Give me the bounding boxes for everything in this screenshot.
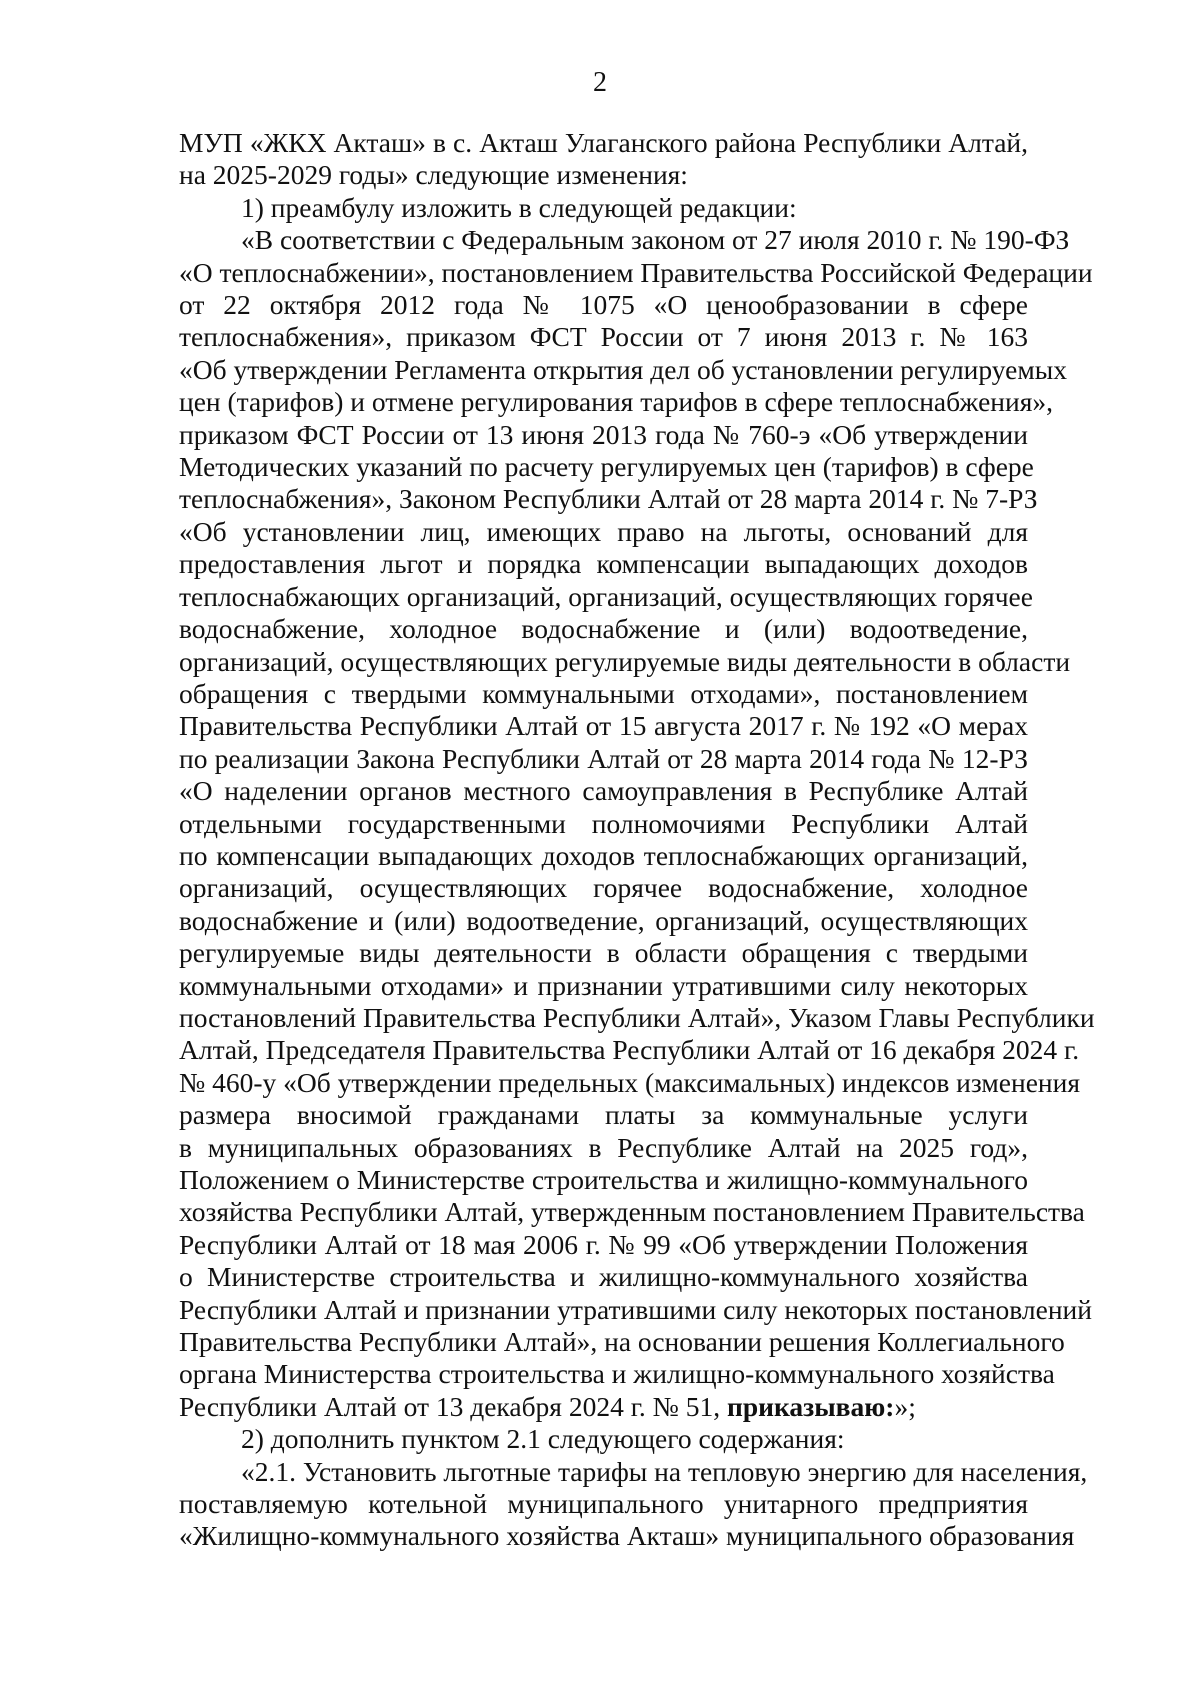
text-line-content: водоснабжение, холодное водоснабжение и (или) водоотведение,	[179, 613, 1028, 645]
text-line-content: Правительства Республики Алтай», на основании решения Коллегиального	[179, 1326, 1065, 1358]
text-line	[179, 516, 1028, 548]
text-line-content: Республики Алтай от 13 декабря 2024 г. № 51,	[179, 1390, 727, 1422]
text-line	[179, 192, 1028, 224]
text-line-content: приказом ФСТ России от 13 июня 2013 года № 760-э «Об утверждении	[179, 418, 1028, 450]
text-line-content: МУП «ЖКХ Акташ» в с. Акташ Улаганского района Республики Алтай,	[179, 127, 1028, 158]
text-line	[179, 1196, 1085, 1228]
text-line-content: Республики Алтай от 18 мая 2006 г. № 99 «Об утверждении Положения	[179, 1228, 1028, 1260]
text-line-content: о Министерстве строительства и жилищно-коммунального хозяйства	[179, 1261, 1028, 1293]
text-line-content: «Об установлении лиц, имеющих право на льготы, оснований для	[179, 515, 1028, 547]
text-line-content: организаций, осуществляющих горячее водоснабжение, холодное	[179, 872, 1028, 904]
text-line-content: водоснабжение и (или) водоотведение, организаций, осуществляющих	[179, 904, 1028, 936]
text-line-content: от 22 октября 2012 года № 1075 «О ценообразовании в сфере	[179, 289, 1028, 321]
text-line-content: отдельными государственными полномочиями Республики Алтай	[179, 807, 1028, 839]
text-line	[179, 1358, 1055, 1390]
text-line	[179, 1164, 1028, 1196]
text-line-content: Республики Алтай и признании утратившими силу некоторых постановлений	[179, 1293, 1092, 1325]
text-line-content: постановлений Правительства Республики Алтай», Указом Главы Республики	[179, 1001, 1095, 1033]
text-line-content: 2) дополнить пунктом 2.1 следующего содержания:	[241, 1423, 845, 1455]
text-line	[179, 678, 1028, 710]
text-line	[179, 353, 1068, 386]
text-line	[179, 321, 1028, 353]
text-line-content: хозяйства Республики Алтай, утвержденным постановлением Правительства	[179, 1196, 1085, 1228]
text-line-content: Положением о Министерстве строительства и жилищно-коммунального	[179, 1164, 1028, 1195]
text-line	[179, 1261, 1028, 1293]
document-body	[179, 127, 1095, 1553]
text-line-content: обращения с твердыми коммунальными отходами», постановлением	[179, 677, 1028, 709]
text-line-content: предоставления льгот и порядка компенсации выпадающих доходов	[179, 548, 1028, 580]
text-line-content: в муниципальных образованиях в Республике Алтай на 2025 год»,	[179, 1131, 1028, 1163]
text-line	[179, 386, 1053, 418]
text-line	[179, 1229, 1028, 1261]
page-number: 2	[593, 67, 607, 98]
text-line	[179, 710, 1028, 742]
text-line	[179, 840, 1028, 872]
text-line-content: теплоснабжения», приказом ФСТ России от 7 июня 2013 г. № 163	[179, 321, 1028, 353]
text-line-content: по компенсации выпадающих доходов теплоснабжающих организаций,	[179, 839, 1028, 871]
text-line	[179, 775, 1028, 807]
text-line	[179, 1423, 1028, 1455]
text-line	[179, 1520, 1075, 1552]
text-line	[179, 289, 1028, 321]
text-line	[179, 613, 1028, 645]
text-line-content: Алтай, Председателя Правительства Республики Алтай от 16 декабря 2024 г.	[179, 1034, 1080, 1066]
bold-order-word: приказываю:	[727, 1390, 895, 1422]
text-line	[179, 1099, 1028, 1131]
text-line-content: цен (тарифов) и отмене регулирования тарифов в сфере теплоснабжения»,	[179, 386, 1053, 418]
text-line	[179, 645, 1071, 678]
text-line-content: на 2025-2029 годы» следующие изменения:	[179, 159, 688, 191]
text-line	[179, 970, 1028, 1002]
text-line	[179, 159, 1028, 191]
text-line-content: «О теплоснабжении», постановлением Правительства Российской Федерации	[179, 256, 1093, 288]
text-line	[179, 548, 1028, 580]
text-line	[179, 1293, 1092, 1326]
text-line-content: «2.1. Установить льготные тарифы на тепловую энергию для населения,	[241, 1455, 1088, 1487]
text-line	[179, 483, 1038, 515]
text-line-content: органа Министерства строительства и жилищно-коммунального хозяйства	[179, 1358, 1055, 1390]
text-line-content: коммунальными отходами» и признании утратившими силу некоторых	[179, 969, 1028, 1001]
text-line-content: «О наделении органов местного самоуправления в Республике Алтай	[179, 775, 1028, 807]
text-line	[179, 224, 1070, 256]
text-line-content: Правительства Республики Алтай от 15 августа 2017 г. № 192 «О мерах	[179, 710, 1028, 742]
text-line	[179, 1001, 1095, 1034]
text-line	[179, 1455, 1088, 1488]
text-line-content: по реализации Закона Республики Алтай от 28 марта 2014 года № 12-РЗ	[179, 742, 1028, 774]
text-line	[179, 256, 1093, 289]
text-line-content: регулируемые виды деятельности в области обращения с твердыми	[179, 937, 1028, 969]
text-line	[179, 937, 1028, 969]
text-line-content: Методических указаний по расчету регулируемых цен (тарифов) в сфере	[179, 451, 1034, 483]
text-line-content: № 460-у «Об утверждении предельных (максимальных) индексов изменения	[179, 1066, 1080, 1098]
text-line-content: поставляемую котельной муниципального унитарного предприятия	[179, 1488, 1028, 1520]
text-line	[179, 808, 1028, 840]
text-line-content: «В соответствии с Федеральным законом от 27 июля 2010 г. № 190-ФЗ	[241, 224, 1070, 256]
text-line	[179, 419, 1028, 451]
text-line	[179, 905, 1028, 937]
text-line	[179, 1132, 1028, 1164]
text-line-content: 1) преамбулу изложить в следующей редакции:	[241, 191, 797, 223]
text-line	[179, 1034, 1080, 1066]
text-line	[179, 743, 1028, 775]
text-line	[179, 451, 1034, 483]
text-line-content: организаций, осуществляющих регулируемые виды деятельности в области	[179, 645, 1071, 677]
text-line	[179, 127, 1028, 159]
text-line-tail: »;	[894, 1390, 916, 1422]
text-line-content: теплоснабжающих организаций, организаций, осуществляющих горячее	[179, 580, 1033, 612]
text-line	[179, 872, 1028, 904]
text-line	[179, 1326, 1065, 1358]
text-line	[179, 1488, 1028, 1520]
text-line-content: «Об утверждении Регламента открытия дел об установлении регулируемых	[179, 353, 1068, 385]
text-line-content: теплоснабжения», Законом Республики Алтай от 28 марта 2014 г. № 7-РЗ	[179, 483, 1038, 515]
text-line	[179, 1066, 1080, 1099]
text-line-content: «Жилищно-коммунального хозяйства Акташ» муниципального образования	[179, 1520, 1075, 1552]
text-line	[179, 1391, 1028, 1423]
text-line	[179, 580, 1033, 613]
text-line-content: размера вносимой гражданами платы за коммунальные услуги	[179, 1099, 1028, 1131]
